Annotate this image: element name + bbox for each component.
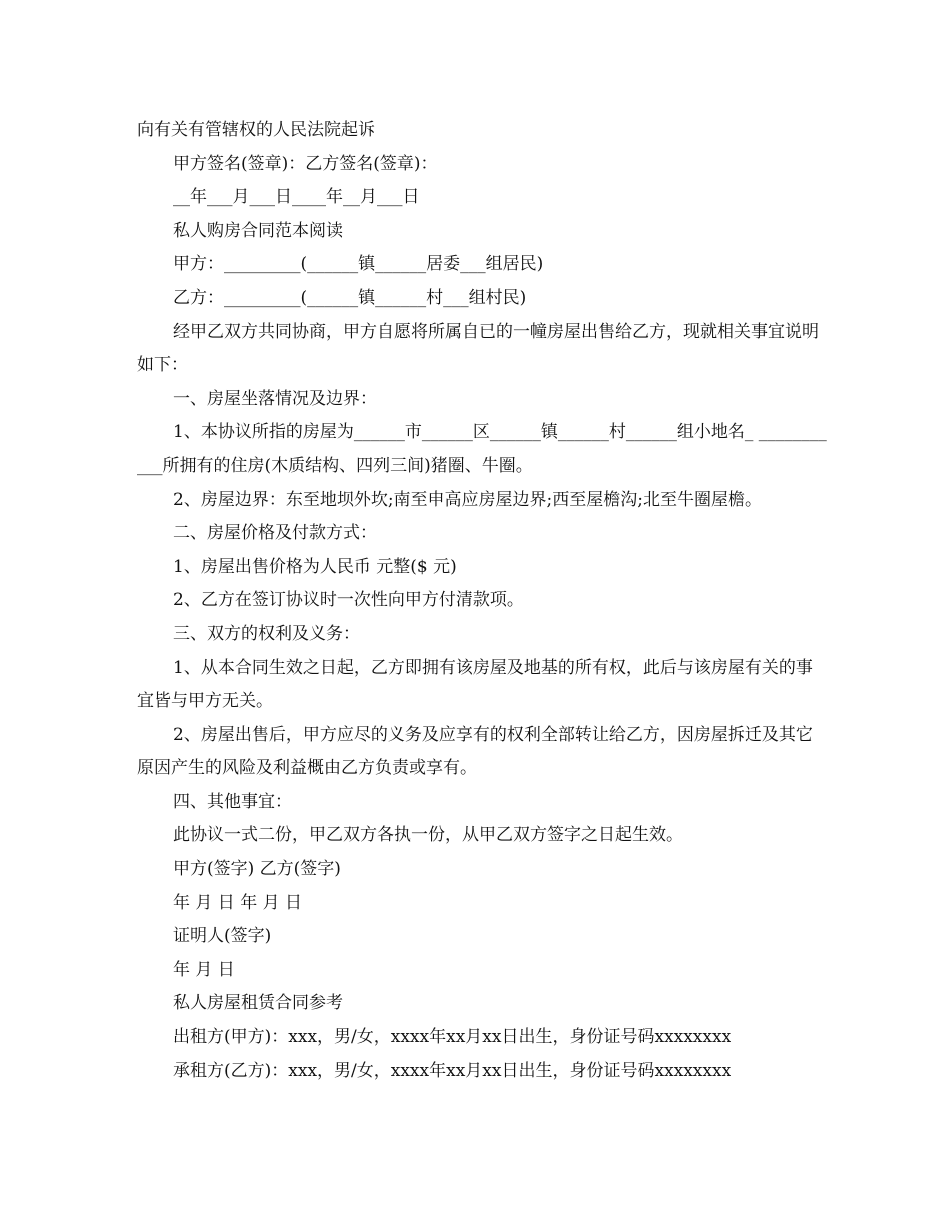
paragraph-25: 承租方(乙方)：xxx，男/女，xxxx年xx月xx日出生，身份证号码xxxxxxxx <box>173 1060 732 1081</box>
paragraph-20: 年 月 日 年 月 日 <box>173 892 303 913</box>
paragraph-12: 1、房屋出售价格为人民币 元整($ 元) <box>173 556 457 577</box>
paragraph-4: 私人购房合同范本阅读 <box>173 220 343 241</box>
paragraph-23: 私人房屋租赁合同参考 <box>173 993 343 1014</box>
paragraph-9: 1、本协议所指的房屋为______市______区______镇______村______组小地名_ ___________所拥有的住房(木质结构、四列三间)猪圈、牛圈。 <box>137 422 827 476</box>
paragraph-10: 2、房屋边界：东至地坝外坎;南至申高应房屋边界;西至屋檐沟;北至牛圈屋檐。 <box>173 489 762 510</box>
paragraph-24: 出租方(甲方)：xxx，男/女，xxxx年xx月xx日出生，身份证号码xxxxxxxx <box>173 1027 732 1048</box>
document-body <box>137 114 827 1088</box>
paragraph-17: 四、其他事宜： <box>173 791 292 812</box>
paragraph-21: 证明人(签字) <box>173 926 272 947</box>
paragraph-1: 向有关有管辖权的人民法院起诉 <box>137 120 375 140</box>
paragraph-14: 三、双方的权利及义务： <box>173 623 360 644</box>
paragraph-13: 2、乙方在签订协议时一次性向甲方付清款项。 <box>173 590 524 611</box>
paragraph-6: 乙方：_________(______镇______村___组村民) <box>173 287 527 308</box>
paragraph-5: 甲方：_________(______镇______居委___组居民) <box>173 254 544 275</box>
paragraph-15: 1、从本合同生效之日起，乙方即拥有该房屋及地基的所有权，此后与该房屋有关的事宜皆与甲方无关。 <box>137 657 813 712</box>
paragraph-19: 甲方(签字) 乙方(签字) <box>173 859 341 880</box>
paragraph-18: 此协议一式二份，甲乙双方各执一份，从甲乙双方签字之日起生效。 <box>173 825 683 846</box>
paragraph-16: 2、房屋出售后，甲方应尽的义务及应享有的权利全部转让给乙方，因房屋拆迁及其它原因产生的风险及利益概由乙方负责或享有。 <box>137 724 813 779</box>
paragraph-7: 经甲乙双方共同协商，甲方自愿将所属自已的一幢房屋出售给乙方，现就相关事宜说明如下： <box>137 321 819 376</box>
paragraph-3: __年___月___日____年__月___日 <box>173 187 420 208</box>
paragraph-8: 一、房屋坐落情况及边界： <box>173 388 377 409</box>
paragraph-11: 二、房屋价格及付款方式： <box>173 523 377 544</box>
paragraph-2: 甲方签名(签章)：乙方签名(签章)： <box>173 153 438 174</box>
paragraph-22: 年 月 日 <box>173 959 235 980</box>
